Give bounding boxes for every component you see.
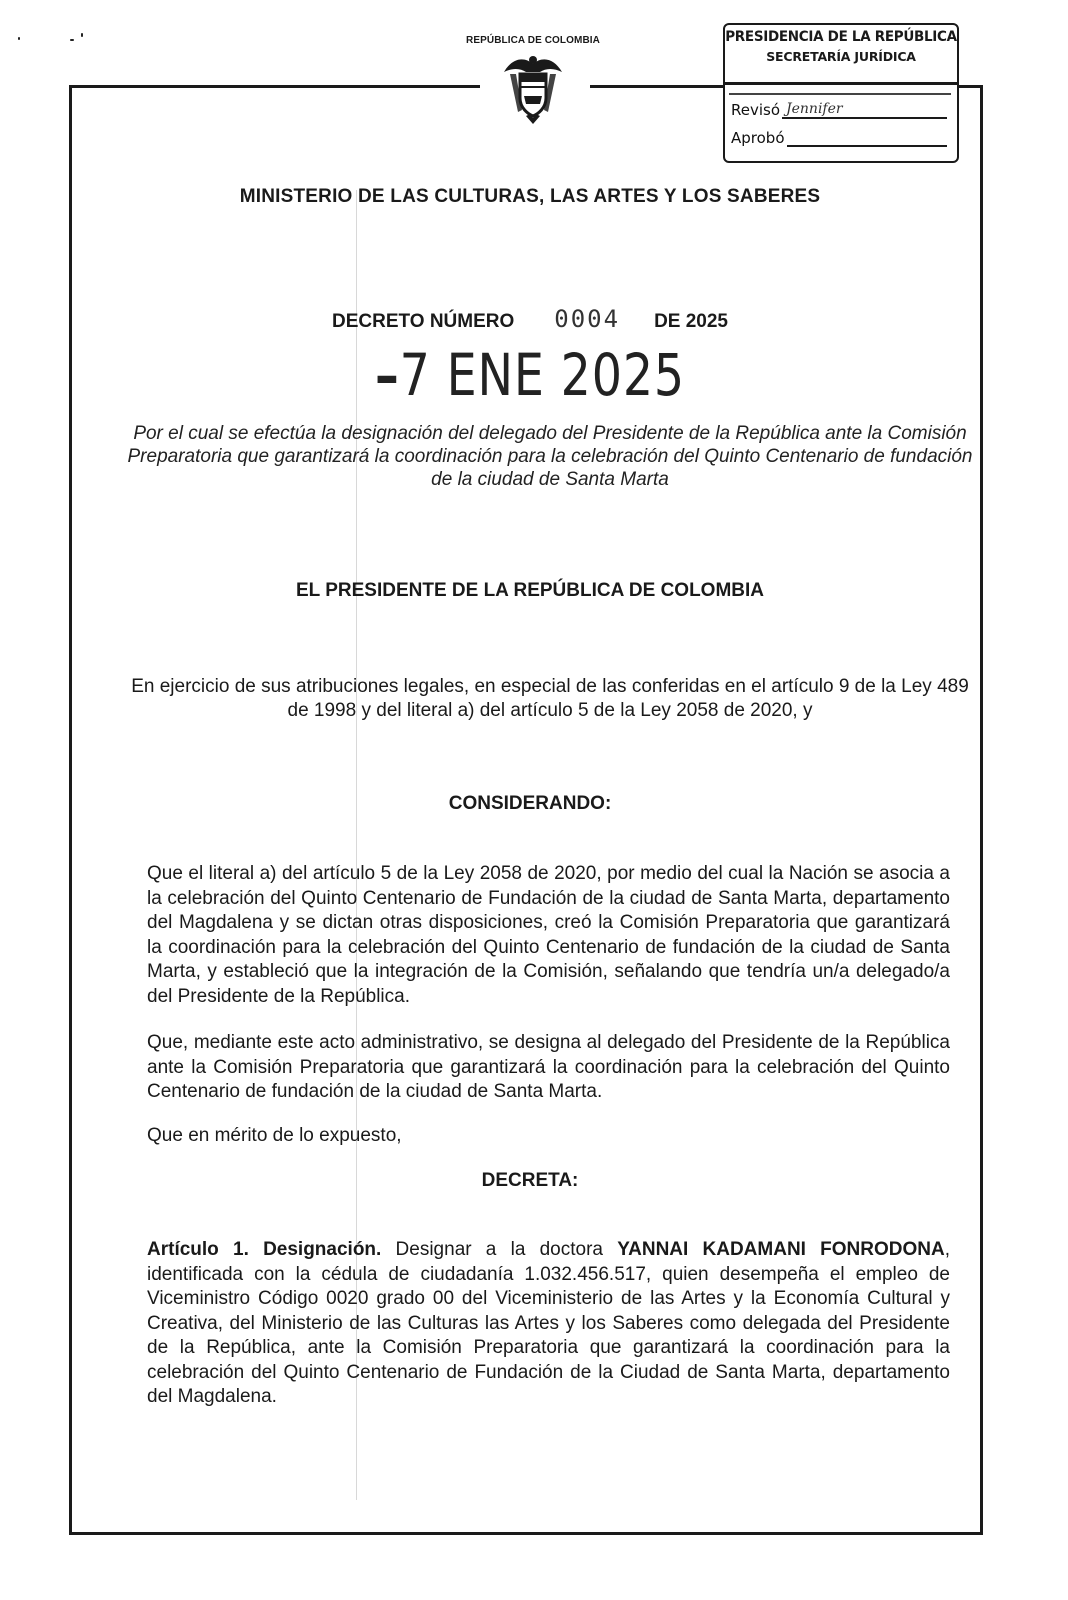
stamp-divider <box>723 82 959 85</box>
aprobo-signature-line <box>787 131 948 147</box>
scan-speck <box>81 33 83 37</box>
date-stamp-dash: – <box>374 341 400 409</box>
considerando-paragraph: Que en mérito de lo expuesto, <box>147 1125 402 1146</box>
stamp-title: PRESIDENCIA DE LA REPÚBLICA <box>725 28 957 46</box>
considerando-paragraph: Que el literal a) del artículo 5 de la Ley 2058 de 2020, por medio del cual la Nación se asocia a la celebración del Quinto Centenario de Fundación de la ciudad de Santa Marta, departamento del Magdalena y se dictan otras disposiciones, creó la Comisión Preparatoria que garantizará la coordinación para la celebración del Quinto Centenario de fundación de la ciudad de Santa Marta, y estableció que la integración de la Comisión, señalando que tendría un/a delegado/a del Presidente de la República. <box>147 863 950 1007</box>
coat-of-arms-icon <box>500 52 566 128</box>
considerando-paragraph: Que, mediante este acto administrativo, se designa al delegado del Presidente de la República ante la Comisión Preparatoria que garantizará la coordinación para la celebración del Quinto Centenario de fundación de la ciudad de Santa Marta. <box>147 1032 950 1102</box>
decree-number-line <box>100 305 960 333</box>
stamp-aprobo-row <box>731 129 947 147</box>
ministry-heading: MINISTERIO DE LAS CULTURAS, LAS ARTES Y LOS SABERES <box>239 186 821 207</box>
reviso-signature: Jennifer <box>786 101 843 117</box>
aprobo-label: Aprobó <box>731 129 785 147</box>
review-stamp <box>723 23 959 163</box>
reviso-signature-line <box>782 103 947 119</box>
date-stamp <box>177 342 882 408</box>
article-1-heading: Artículo 1. Designación. <box>147 1239 382 1260</box>
authority-paragraph: En ejercicio de sus atribuciones legales, en especial de las conferidas en el artículo 9 de la Ley 489 de 1998 y del literal a) del artículo 5 de la Ley 2058 de 2020, y <box>131 676 969 721</box>
scan-speck <box>18 37 20 40</box>
country-label: REPÚBLICA DE COLOMBIA <box>466 35 600 46</box>
article-1-text-cont: , identificada con la cédula de ciudadanía 1.032.456.517, quien desempeña el empleo de Viceministro Código 0020 grado 00 del Viceministerio de las Artes y la Economía Cultural y Creativa, del Ministerio de las Culturas las Artes y los Saberes como delegada del Presidente de la República, ante la Comisión Preparatoria que garantizará la coordinación para la celebración del Quinto Centenario de Fundación de la Ciudad de Santa Marta, departamento del Magdalena. <box>147 1239 950 1407</box>
date-stamp-text: 7 ENE 2025 <box>399 341 686 409</box>
article-1 <box>147 1238 950 1410</box>
decree-label: DECRETO NÚMERO <box>331 311 515 332</box>
stamp-subtitle: SECRETARÍA JURÍDICA <box>766 49 916 64</box>
scan-speck <box>70 39 74 41</box>
stamp-subdivider <box>729 93 951 95</box>
decree-year: DE 2025 <box>654 311 729 332</box>
decree-number: 0004 <box>554 305 621 333</box>
designee-name: YANNAI KADAMANI FONRODONA <box>617 1239 945 1260</box>
considerando-heading: CONSIDERANDO: <box>448 793 612 814</box>
decree-subtitle: Por el cual se efectúa la designación del delegado del Presidente de la República ante la Comisión Preparatoria que garantizará la coordinación para la celebración del Quinto Centenario de fundación de la ciudad de Santa Marta <box>127 423 973 490</box>
decreta-heading: DECRETA: <box>481 1170 579 1191</box>
issuer-heading: EL PRESIDENTE DE LA REPÚBLICA DE COLOMBIA <box>296 580 764 601</box>
stamp-reviso-row <box>731 101 947 119</box>
article-1-text: Designar a la doctora <box>381 1239 618 1260</box>
reviso-label: Revisó <box>731 101 781 119</box>
